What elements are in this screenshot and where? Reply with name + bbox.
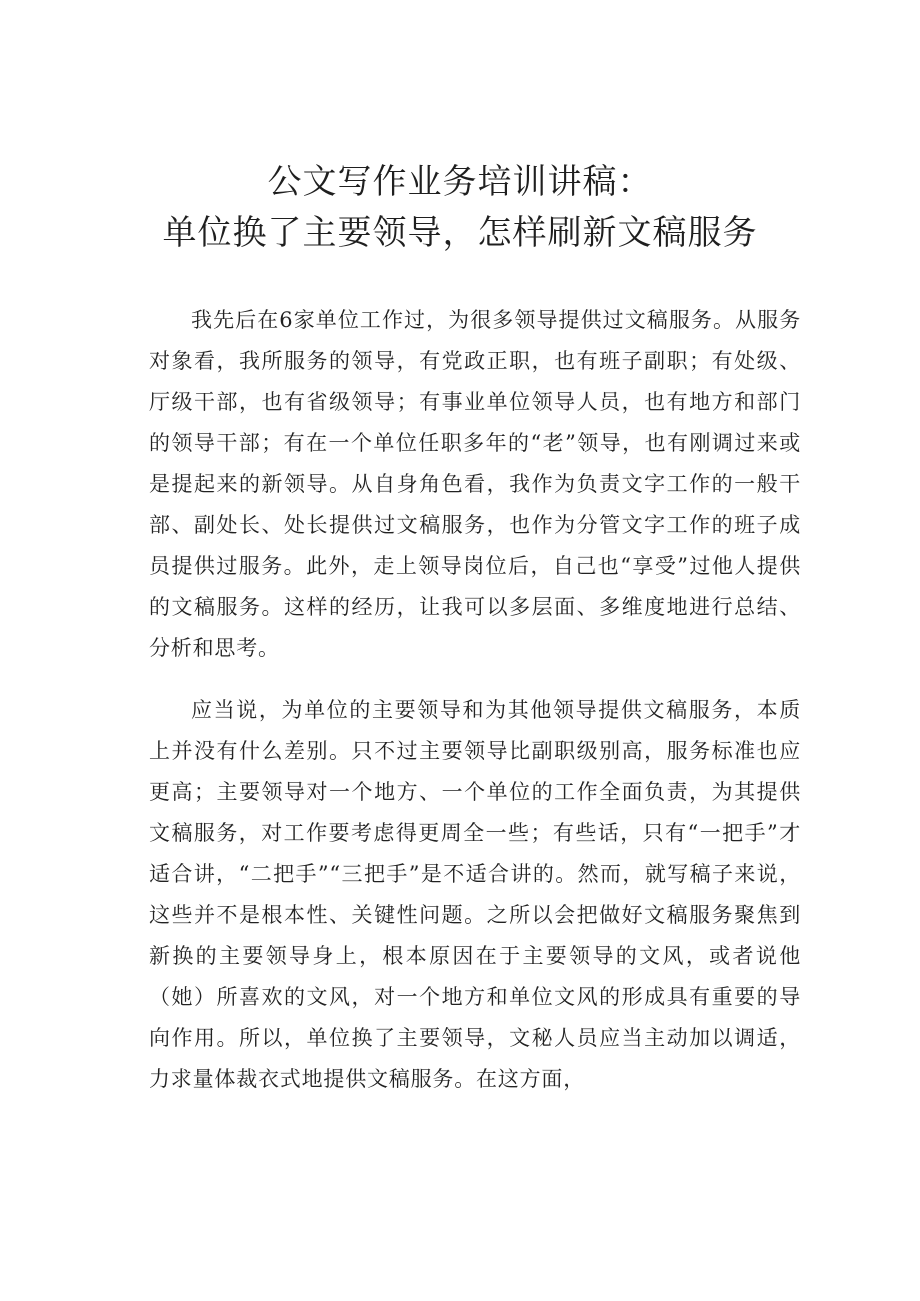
- document-title-line-2: 单位换了主要领导，怎样刷新文稿服务: [162, 213, 758, 253]
- document-title-line-1: 公文写作业务培训讲稿：: [267, 162, 653, 202]
- body-paragraph-1-block: [149, 300, 801, 669]
- body-paragraph-2-block: [149, 690, 801, 1100]
- body-paragraph: 应当说，为单位的主要领导和为其他领导提供文稿服务，本质上并没有什么差别。只不过主要领导比副职级别高，服务标准也应更高；主要领导对一个地方、一个单位的工作全面负责，为其提供文稿服务，对工作要考虑得更周全一些；有些话，只有“一把手”才适合讲，“二把手”“三把手”是不适合讲的。然而，就写稿子来说，这些并不是根本性、关键性问题。之所以会把做好文稿服务聚焦到新换的主要领导身上，根本原因在于主要领导的文风，或者说他（她）所喜欢的文风，对一个地方和单位文风的形成具有重要的导向作用。所以，单位换了主要领导，文秘人员应当主动加以调适，力求量体裁衣式地提供文稿服务。在这方面，: [149, 698, 801, 1091]
- body-paragraph: 我先后在6家单位工作过，为很多领导提供过文稿服务。从服务对象看，我所服务的领导，有党政正职，也有班子副职；有处级、厅级干部，也有省级领导；有事业单位领导人员，也有地方和部门的领导干部；有在一个单位任职多年的“老”领导，也有刚调过来或是提起来的新领导。从自身角色看，我作为负责文字工作的一般干部、副处长、处长提供过文稿服务，也作为分管文字工作的班子成员提供过服务。此外，走上领导岗位后，自己也“享受”过他人提供的文稿服务。这样的经历，让我可以多层面、多维度地进行总结、分析和思考。: [149, 308, 801, 660]
